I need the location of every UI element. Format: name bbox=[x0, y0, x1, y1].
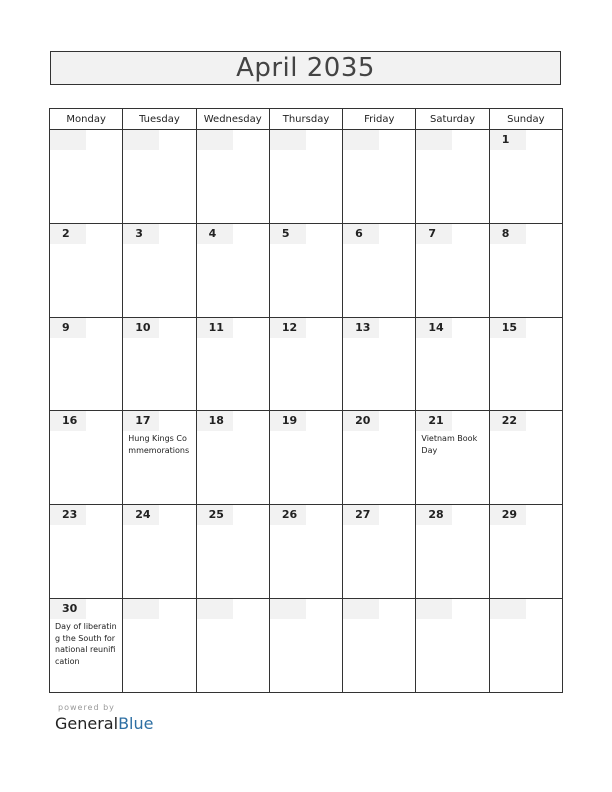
day-number: 29 bbox=[490, 505, 526, 525]
day-cell bbox=[416, 411, 489, 505]
day-cell bbox=[123, 317, 196, 411]
calendar-grid bbox=[49, 108, 563, 693]
day-cell bbox=[489, 130, 562, 224]
calendar-title-box bbox=[50, 51, 561, 85]
week-row bbox=[50, 130, 563, 224]
day-number bbox=[343, 130, 379, 150]
day-number bbox=[270, 599, 306, 619]
day-number: 22 bbox=[490, 411, 526, 431]
holiday-label: Day of liberating the South for national reunification bbox=[55, 622, 117, 666]
day-number: 10 bbox=[123, 318, 159, 338]
day-number: 3 bbox=[123, 224, 159, 244]
day-number: 20 bbox=[343, 411, 379, 431]
day-cell bbox=[123, 411, 196, 505]
day-cell bbox=[196, 130, 269, 224]
day-cell bbox=[50, 599, 123, 693]
day-number: 16 bbox=[50, 411, 86, 431]
week-row bbox=[50, 411, 563, 505]
day-number: 5 bbox=[270, 224, 306, 244]
weekday-header: Wednesday bbox=[196, 109, 269, 130]
day-cell bbox=[269, 599, 342, 693]
day-cell bbox=[269, 317, 342, 411]
day-cell bbox=[50, 505, 123, 599]
footer bbox=[55, 703, 153, 733]
weekday-header: Thursday bbox=[269, 109, 342, 130]
day-cell bbox=[416, 223, 489, 317]
day-number: 28 bbox=[416, 505, 452, 525]
powered-by-label: powered by bbox=[58, 703, 115, 712]
day-cell bbox=[123, 130, 196, 224]
day-cell bbox=[343, 411, 416, 505]
day-cell bbox=[416, 505, 489, 599]
weekday-header: Sunday bbox=[489, 109, 562, 130]
day-cell bbox=[269, 411, 342, 505]
day-number: 9 bbox=[50, 318, 86, 338]
day-number: 24 bbox=[123, 505, 159, 525]
week-row bbox=[50, 599, 563, 693]
day-cell bbox=[196, 505, 269, 599]
day-cell bbox=[123, 599, 196, 693]
day-number bbox=[343, 599, 379, 619]
day-cell bbox=[50, 130, 123, 224]
day-number bbox=[197, 599, 233, 619]
week-row bbox=[50, 317, 563, 411]
day-cell bbox=[489, 411, 562, 505]
brand-general: General bbox=[55, 714, 119, 733]
week-row bbox=[50, 505, 563, 599]
day-number: 23 bbox=[50, 505, 86, 525]
day-cell bbox=[269, 223, 342, 317]
day-number bbox=[270, 130, 306, 150]
day-cell bbox=[489, 223, 562, 317]
day-cell bbox=[123, 223, 196, 317]
day-cell bbox=[269, 505, 342, 599]
day-cell bbox=[343, 505, 416, 599]
day-cell bbox=[123, 505, 196, 599]
day-number bbox=[416, 130, 452, 150]
day-number bbox=[50, 130, 86, 150]
day-cell bbox=[343, 223, 416, 317]
day-number: 30 bbox=[50, 599, 86, 619]
weekday-header: Monday bbox=[50, 109, 123, 130]
day-cell bbox=[196, 411, 269, 505]
day-number: 12 bbox=[270, 318, 306, 338]
day-number bbox=[123, 599, 159, 619]
brand-blue: Blue bbox=[118, 714, 154, 733]
day-cell bbox=[196, 599, 269, 693]
day-cell bbox=[50, 223, 123, 317]
weekday-header: Saturday bbox=[416, 109, 489, 130]
day-cell bbox=[269, 130, 342, 224]
day-number: 26 bbox=[270, 505, 306, 525]
weekday-header: Friday bbox=[343, 109, 416, 130]
day-number: 4 bbox=[197, 224, 233, 244]
day-number: 2 bbox=[50, 224, 86, 244]
day-cell bbox=[416, 130, 489, 224]
day-number: 8 bbox=[490, 224, 526, 244]
day-number: 11 bbox=[197, 318, 233, 338]
day-cell bbox=[196, 317, 269, 411]
day-cell bbox=[343, 599, 416, 693]
day-number: 13 bbox=[343, 318, 379, 338]
calendar-title: April 2035 bbox=[236, 53, 375, 83]
day-cell bbox=[489, 505, 562, 599]
day-number: 19 bbox=[270, 411, 306, 431]
day-cell bbox=[489, 599, 562, 693]
day-cell bbox=[196, 223, 269, 317]
day-number: 17 bbox=[123, 411, 159, 431]
day-cell bbox=[50, 317, 123, 411]
day-cell bbox=[489, 317, 562, 411]
day-number: 14 bbox=[416, 318, 452, 338]
day-number: 27 bbox=[343, 505, 379, 525]
weekday-header-row bbox=[50, 109, 563, 130]
day-number: 18 bbox=[197, 411, 233, 431]
day-number: 21 bbox=[416, 411, 452, 431]
day-number: 6 bbox=[343, 224, 379, 244]
day-cell bbox=[416, 599, 489, 693]
day-number: 7 bbox=[416, 224, 452, 244]
holiday-label: Vietnam Book Day bbox=[421, 434, 478, 455]
day-cell bbox=[50, 411, 123, 505]
week-row bbox=[50, 223, 563, 317]
day-number bbox=[197, 130, 233, 150]
day-number bbox=[123, 130, 159, 150]
day-number bbox=[416, 599, 452, 619]
day-number bbox=[490, 599, 526, 619]
day-cell bbox=[416, 317, 489, 411]
day-cell bbox=[343, 130, 416, 224]
day-number: 25 bbox=[197, 505, 233, 525]
weekday-header: Tuesday bbox=[123, 109, 196, 130]
day-number: 15 bbox=[490, 318, 526, 338]
day-number: 1 bbox=[490, 130, 526, 150]
brand-logo bbox=[55, 714, 153, 733]
day-cell bbox=[343, 317, 416, 411]
holiday-label: Hung Kings Commemorations bbox=[128, 434, 190, 455]
